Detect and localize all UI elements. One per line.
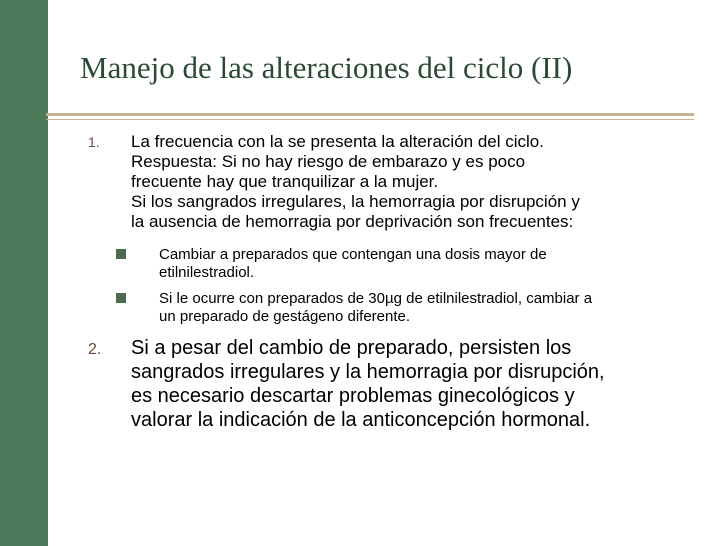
text-line: sangrados irregulares y la hemorragia por disrupción, <box>131 361 605 383</box>
sub-list-item-text <box>159 246 547 282</box>
text-line: Si los sangrados irregulares, la hemorragia por disrupción y <box>131 192 580 211</box>
text-line: Respuesta: Si no hay riesgo de embarazo y es poco <box>131 152 526 171</box>
left-accent-bar <box>0 0 48 546</box>
slide <box>48 0 728 546</box>
title-divider <box>46 113 694 116</box>
list-item-number: 1. <box>88 134 100 150</box>
text-line: Si le ocurre con preparados de 30µg de etilnilestradiol, cambiar a <box>159 290 593 307</box>
list-item-text <box>131 336 605 432</box>
slide-title: Manejo de las alteraciones del ciclo (II) <box>80 50 573 85</box>
text-line: frecuente hay que tranquilizar a la mujer. <box>131 172 439 191</box>
text-line: es necesario descartar problemas ginecológicos y <box>131 385 575 407</box>
text-line: Cambiar a preparados que contengan una dosis mayor de <box>159 246 547 263</box>
square-bullet-icon <box>116 293 126 303</box>
text-line: la ausencia de hemorragia por deprivación son frecuentes: <box>131 212 574 231</box>
text-line: un preparado de gestágeno diferente. <box>159 308 411 325</box>
text-line: Si a pesar del cambio de preparado, persisten los <box>131 337 572 359</box>
text-line: etilnilestradiol. <box>159 264 255 281</box>
title-divider-thin <box>46 119 694 120</box>
text-line: valorar la indicación de la anticoncepción hormonal. <box>131 409 591 431</box>
sub-list-item-text <box>159 290 592 326</box>
text-line: La frecuencia con la se presenta la alteración del ciclo. <box>131 132 544 151</box>
list-item-text <box>131 132 580 232</box>
square-bullet-icon <box>116 249 126 259</box>
list-item-number: 2. <box>88 341 102 358</box>
